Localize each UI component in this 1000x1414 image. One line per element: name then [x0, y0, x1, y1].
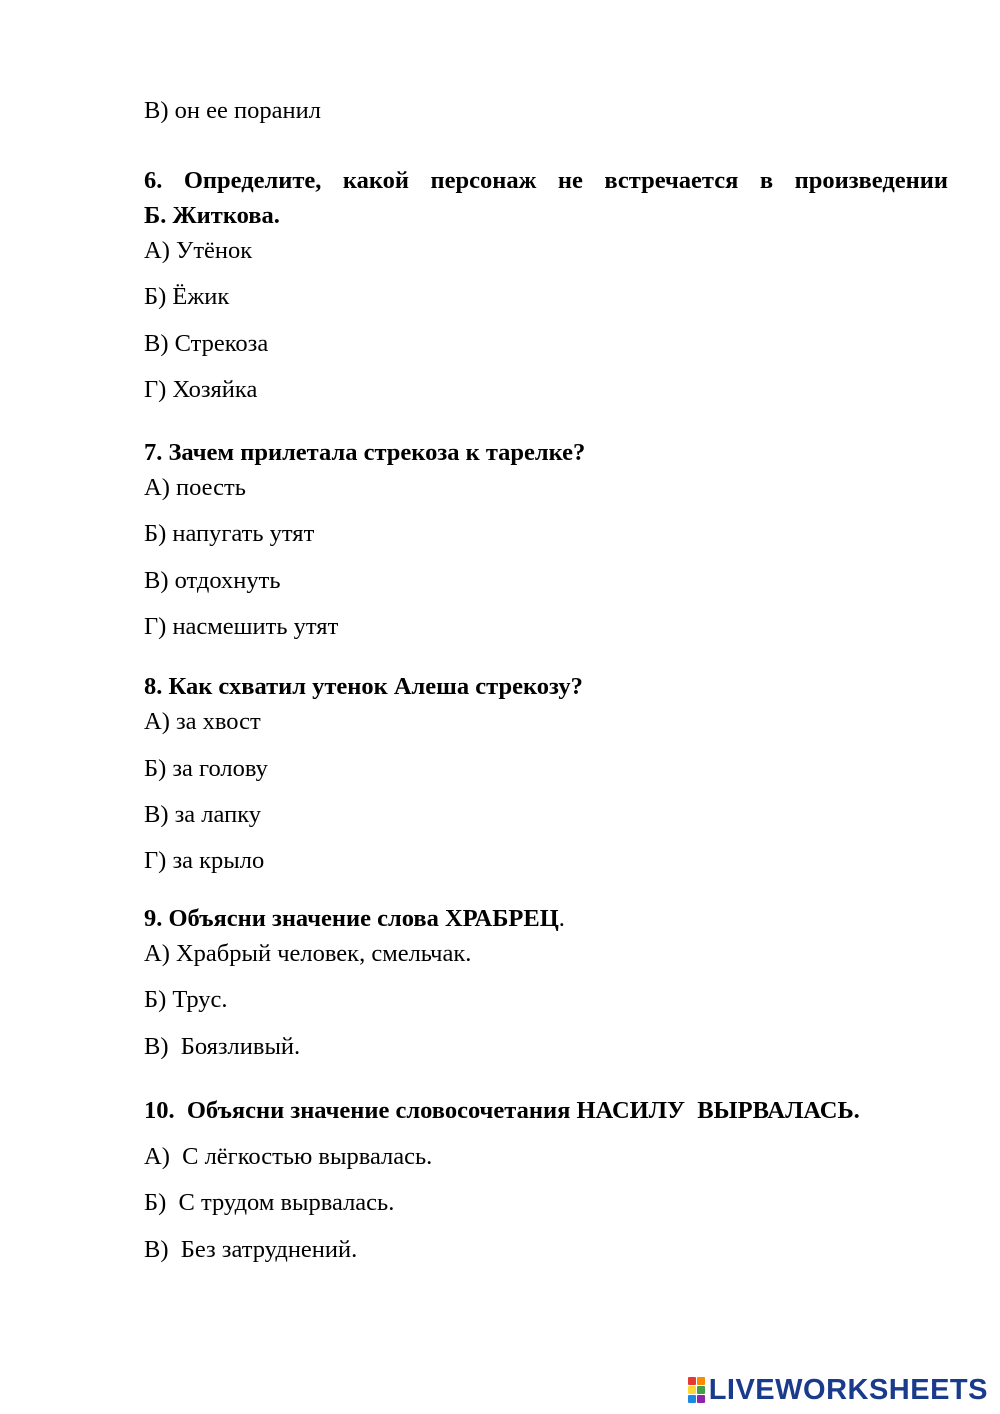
- q6-word: какой: [342, 167, 410, 194]
- q7-option-b: Б) напугать утят: [144, 520, 315, 547]
- q7-option-c: В) отдохнуть: [144, 567, 281, 594]
- q9-option-c: В) Боязливый.: [144, 1033, 301, 1060]
- q6-word: 6.: [144, 167, 163, 194]
- q6-word: произведении: [794, 167, 948, 194]
- logo-square: [697, 1395, 705, 1403]
- liveworksheets-logo-icon: [688, 1377, 705, 1403]
- q10-option-c: В) Без затруднений.: [144, 1236, 358, 1263]
- q6-option-b: Б) Ёжик: [144, 283, 230, 310]
- liveworksheets-logo-text: LIVEWORKSHEETS: [708, 1373, 988, 1406]
- question-6-title-line2: Б. Житкова.: [144, 202, 280, 229]
- q7-option-a: А) поесть: [144, 474, 246, 501]
- question-6-title-line1: [144, 166, 948, 196]
- q7-option-d: Г) насмешить утят: [144, 613, 339, 640]
- q6-word: в: [759, 167, 774, 194]
- q9-option-b: Б) Трус.: [144, 986, 228, 1013]
- prev-answer-option: В) он ее поранил: [144, 97, 321, 124]
- q6-option-d: Г) Хозяйка: [144, 376, 258, 403]
- q8-option-c: В) за лапку: [144, 801, 261, 828]
- logo-square: [697, 1386, 705, 1394]
- liveworksheets-logo: [688, 1373, 988, 1407]
- q9-title-text: 9. Объясни значение слова ХРАБРЕЦ: [144, 905, 559, 932]
- logo-square: [697, 1377, 705, 1385]
- q6-option-a: А) Утёнок: [144, 237, 253, 264]
- logo-square: [688, 1377, 696, 1385]
- q9-option-a: А) Храбрый человек, смельчак.: [144, 940, 472, 967]
- q6-word: встречается: [604, 167, 739, 194]
- q8-option-d: Г) за крыло: [144, 847, 265, 874]
- q10-option-a: А) С лёгкостью вырвалась.: [144, 1143, 433, 1170]
- logo-square: [688, 1395, 696, 1403]
- q6-word: не: [557, 167, 583, 194]
- q6-word: Определите,: [183, 167, 322, 194]
- q10-option-b: Б) С трудом вырвалась.: [144, 1189, 395, 1216]
- question-9-title: [144, 904, 565, 934]
- q8-option-a: А) за хвост: [144, 708, 261, 735]
- q8-option-b: Б) за голову: [144, 755, 268, 782]
- question-10-title: 10. Объясни значение словосочетания НАСИЛУ ВЫРВАЛАСЬ.: [144, 1097, 860, 1124]
- q6-option-c: В) Стрекоза: [144, 330, 269, 357]
- q6-word: персонаж: [430, 167, 537, 194]
- question-7-title: 7. Зачем прилетала стрекоза к тарелке?: [144, 439, 586, 466]
- logo-square: [688, 1386, 696, 1394]
- question-8-title: 8. Как схватил утенок Алеша стрекозу?: [144, 673, 583, 700]
- q9-title-period: .: [558, 905, 565, 932]
